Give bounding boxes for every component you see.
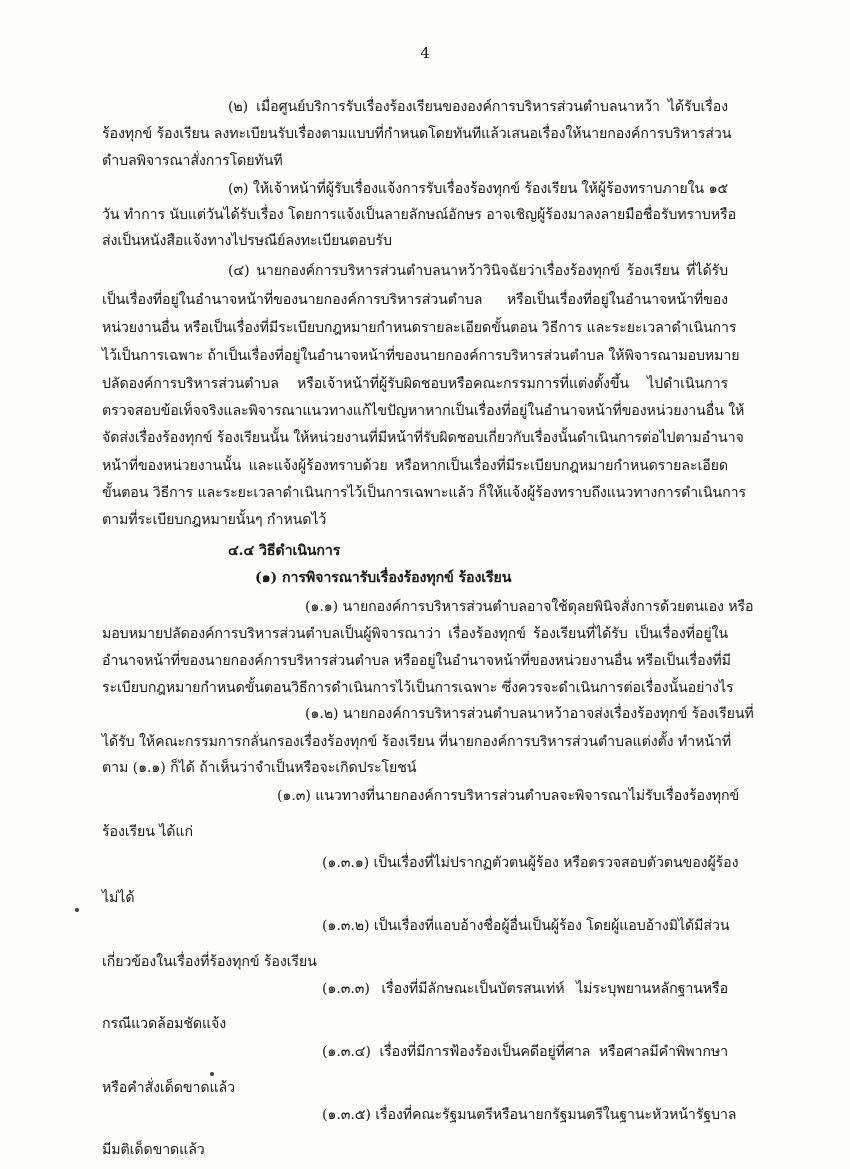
text-line: ร้องเรียน ได้แก่ — [102, 824, 193, 841]
text-line: (๒) เมื่อศูนย์บริการรับเรื่องร้องเรียนขององค์การบริหารส่วนตำบลนาหว้า ได้รับเรื่อง — [228, 99, 728, 115]
text-line: ร้องทุกข์ ร้องเรียน ลงทะเบียนรับเรื่องตามแบบที่กำหนดโดยทันทีแล้วเสนอเรื่องให้นายกองค์การบริหารส่วน — [102, 126, 732, 142]
text-line: มอบหมายปลัดองค์การบริหารส่วนตำบลเป็นผู้พิจารณาว่า เรื่องร้องทุกข์ ร้องเรียนที่ได้รับ เป็นเรื่องที่อยู่ใน — [102, 626, 728, 642]
text-line: จัดส่งเรื่องร้องทุกข์ ร้องเรียนนั้น ให้หน่วยงานที่มีหน้าที่รับผิดชอบเกี่ยวกับเรื่องนั้นดำเนินการต่อไปตามอำนาจ — [102, 430, 744, 446]
page-number: 4 — [420, 44, 430, 62]
text-line: ไม่ได้ — [102, 890, 135, 907]
text-line: ตำบลพิจารณาสั่งการโดยทันที — [102, 153, 283, 169]
text-line: มีมติเด็ดขาดแล้ว — [102, 1142, 205, 1158]
text-line: (๑.๓.๓) เรื่องที่มีลักษณะเป็นบัตรสนเท่ห์ ไม่ระบุพยานหลักฐานหรือ — [322, 980, 728, 997]
text-line: (๑.๒) นายกองค์การบริหารส่วนตำบลนาหว้าอาจส่งเรื่องร้องทุกข์ ร้องเรียนที่ — [305, 706, 754, 722]
text-line: (๑.๓.๔) เรื่องที่มีการฟ้องร้องเป็นคดีอยู่ที่ศาล หรือศาลมีคำพิพากษา — [322, 1044, 728, 1061]
text-line: ปลัดองค์การบริหารส่วนตำบล หรือเจ้าหน้าที่ผู้รับผิดชอบหรือคณะกรรมการที่แต่งตั้งขึ้น ไปดำเนินการ — [102, 376, 728, 392]
subsection-heading: (๑) การพิจารณารับเรื่องร้องทุกข์ ร้องเรียน — [255, 570, 512, 586]
section-heading: ๔.๔ วิธีดำเนินการ — [228, 543, 341, 559]
text-line: เกี่ยวข้องในเรื่องที่ร้องทุกข์ ร้องเรียน — [102, 953, 317, 970]
text-line: หน้าที่ของหน่วยงานนั้น และแจ้งผู้ร้องทราบด้วย หรือหากเป็นเรื่องที่มีระเบียบกฎหมายกำหนดรายละเอียด — [102, 458, 728, 474]
text-line: (๑.๓) แนวทางที่นายกองค์การบริหารส่วนตำบลจะพิจารณาไม่รับเรื่องร้องทุกข์ — [277, 788, 740, 804]
text-line: ขั้นตอน วิธีการ และระยะเวลาดำเนินการไว้เป็นการเฉพาะแล้ว ก็ให้แจ้งผู้ร้องทราบถึงแนวทางการดำเนินการ — [102, 485, 746, 501]
text-line: (๑.๓.๑) เป็นเรื่องที่ไม่ปรากฏตัวตนผู้ร้อง หรือตรวจสอบตัวตนของผู้ร้อง — [322, 854, 739, 871]
text-line: ระเบียบกฎหมายกำหนดขั้นตอนวิธีการดำเนินการไว้เป็นการเฉพาะ ซึ่งควรจะดำเนินการต่อเรื่องนั้นอย่างไร — [102, 680, 734, 696]
text-line: ส่งเป็นหนังสือแจ้งทางไปรษณีย์ลงทะเบียนตอบรับ — [102, 233, 392, 249]
text-line: หน่วยงานอื่น หรือเป็นเรื่องที่มีระเบียบกฎหมายกำหนดรายละเอียดขั้นตอน วิธีการ และระยะเวลาดำเนินการ — [102, 320, 737, 336]
text-line: (๓) ให้เจ้าหน้าที่ผู้รับเรื่องแจ้งการรับเรื่องร้องทุกข์ ร้องเรียน ให้ผู้ร้องทราบภายใน ๑๕ — [228, 181, 728, 197]
text-line: ตรวจสอบข้อเท็จจริงและพิจารณาแนวทางแก้ไขปัญหาหากเป็นเรื่องที่อยู่ในอำนาจหน้าที่ของหน่วยงานอื่น ให้ — [102, 403, 745, 419]
text-line: ตาม (๑.๑) ก็ได้ ถ้าเห็นว่าจำเป็นหรือจะเกิดประโยชน์ — [102, 760, 417, 776]
scan-speck — [210, 1072, 214, 1076]
text-line: (๑.๓.๕) เรื่องที่คณะรัฐมนตรีหรือนายกรัฐมนตรีในฐานะหัวหน้ารัฐบาล — [322, 1106, 737, 1123]
text-line: ได้รับ ให้คณะกรรมการกลั่นกรองเรื่องร้องทุกข์ ร้องเรียน ที่นายกองค์การบริหารส่วนตำบลแต่งตั้ง ทำหน้าที่ — [102, 734, 732, 750]
text-line: (๔) นายกองค์การบริหารส่วนตำบลนาหว้าวินิจฉัยว่าเรื่องร้องทุกข์ ร้องเรียน ที่ได้รับ — [228, 263, 728, 279]
text-line: ไว้เป็นการเฉพาะ ถ้าเป็นเรื่องที่อยู่ในอำนาจหน้าที่ของนายกองค์การบริหารส่วนตำบล ให้พิจารณามอบหมาย — [102, 348, 740, 364]
text-line: (๑.๓.๒) เป็นเรื่องที่แอบอ้างชื่อผู้อื่นเป็นผู้ร้อง โดยผู้แอบอ้างมิได้มีส่วน — [322, 918, 730, 935]
text-line: วัน ทำการ นับแต่วันได้รับเรื่อง โดยการแจ้งเป็นลายลักษณ์อักษร อาจเชิญผู้ร้องมาลงลายมือชื่อรับทราบหรือ — [102, 207, 736, 223]
scan-speck — [75, 908, 79, 912]
text-line: (๑.๑) นายกองค์การบริหารส่วนตำบลอาจใช้ดุลยพินิจสั่งการด้วยตนเอง หรือ — [305, 599, 754, 615]
text-line: ตามที่ระเบียบกฎหมายนั้นๆ กำหนดไว้ — [102, 512, 327, 528]
text-line: หรือคำสั่งเด็ดขาดแล้ว — [102, 1079, 235, 1096]
text-line: กรณีแวดล้อมชัดแจ้ง — [102, 1016, 227, 1033]
text-line: อำนาจหน้าที่ของนายกองค์การบริหารส่วนตำบล หรืออยู่ในอำนาจหน้าที่ของหน่วยงานอื่น หรือเป็นเรื่องที่มี — [102, 653, 731, 669]
text-line: เป็นเรื่องที่อยู่ในอำนาจหน้าที่ของนายกองค์การบริหารส่วนตำบล หรือเป็นเรื่องที่อยู่ในอำนาจหน้าที่ของ — [102, 292, 728, 308]
